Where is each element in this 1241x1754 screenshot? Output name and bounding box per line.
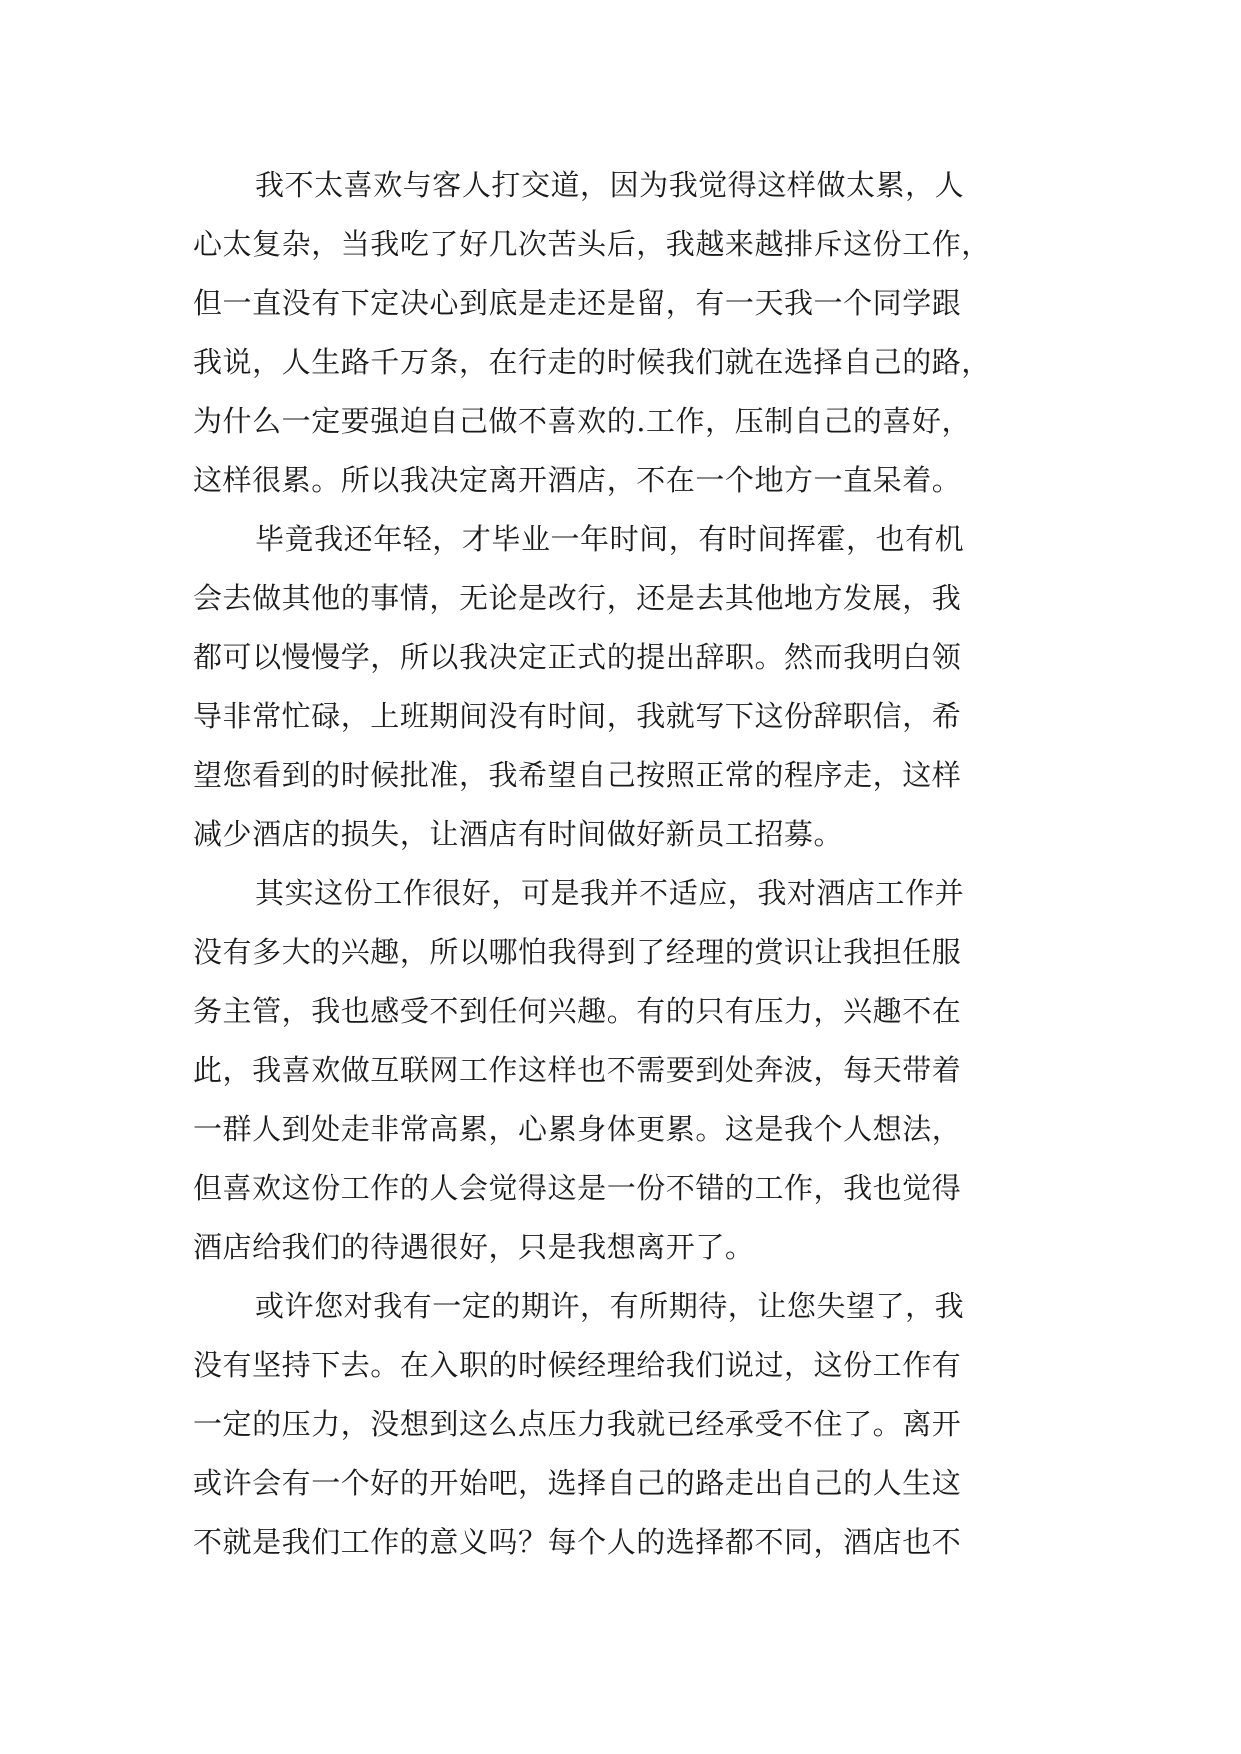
- text-line: 我不太喜欢与客人打交道，因为我觉得这样做太累，人: [255, 168, 965, 202]
- text-line: 为什么一定要强迫自己做不喜欢的.工作，压制自己的喜好，: [193, 404, 972, 438]
- text-line: 不就是我们工作的意义吗？每个人的选择都不同，酒店也不: [193, 1525, 962, 1559]
- text-line: 没有坚持下去。在入职的时候经理给我们说过，这份工作有: [193, 1348, 962, 1382]
- text-line: 其实这份工作很好，可是我并不适应，我对酒店工作并: [255, 876, 965, 910]
- text-line: 但喜欢这份工作的人会觉得这是一份不错的工作，我也觉得: [193, 1171, 962, 1205]
- text-line: 导非常忙碌，上班期间没有时间，我就写下这份辞职信，希: [193, 699, 962, 733]
- text-line: 但一直没有下定决心到底是走还是留，有一天我一个同学跟: [193, 286, 962, 320]
- text-line: 务主管，我也感受不到任何兴趣。有的只有压力，兴趣不在: [193, 994, 962, 1028]
- text-line: 心太复杂，当我吃了好几次苦头后，我越来越排斥这份工作，: [193, 227, 991, 261]
- paragraph-3: [193, 864, 1073, 1277]
- text-line: 都可以慢慢学，所以我决定正式的提出辞职。然而我明白领: [193, 640, 962, 674]
- text-line: 一群人到处走非常高累，心累身体更累。这是我个人想法，: [193, 1112, 962, 1146]
- text-line: 没有多大的兴趣，所以哪怕我得到了经理的赏识让我担任服: [193, 935, 962, 969]
- text-line: 减少酒店的损失，让酒店有时间做好新员工招募。: [193, 817, 844, 851]
- paragraph-4: [193, 1277, 1073, 1572]
- text-line: 望您看到的时候批准，我希望自己按照正常的程序走，这样: [193, 758, 962, 792]
- text-line: 毕竟我还年轻，才毕业一年时间，有时间挥霍，也有机: [255, 522, 965, 556]
- paragraph-1: [193, 156, 1073, 510]
- text-line: 我说，人生路千万条，在行走的时候我们就在选择自己的路，: [193, 345, 991, 379]
- document-body: [193, 156, 1073, 1572]
- text-line: 酒店给我们的待遇很好，只是我想离开了。: [193, 1230, 755, 1264]
- text-line: 此，我喜欢做互联网工作这样也不需要到处奔波，每天带着: [193, 1053, 962, 1087]
- paragraph-2: [193, 510, 1073, 864]
- text-line: 或许会有一个好的开始吧，选择自己的路走出自己的人生这: [193, 1466, 962, 1500]
- text-line: 这样很累。所以我决定离开酒店，不在一个地方一直呆着。: [193, 463, 962, 497]
- text-line: 一定的压力，没想到这么点压力我就已经承受不住了。离开: [193, 1407, 962, 1441]
- text-line: 会去做其他的事情，无论是改行，还是去其他地方发展，我: [193, 581, 962, 615]
- text-line: 或许您对我有一定的期许，有所期待，让您失望了，我: [255, 1289, 965, 1323]
